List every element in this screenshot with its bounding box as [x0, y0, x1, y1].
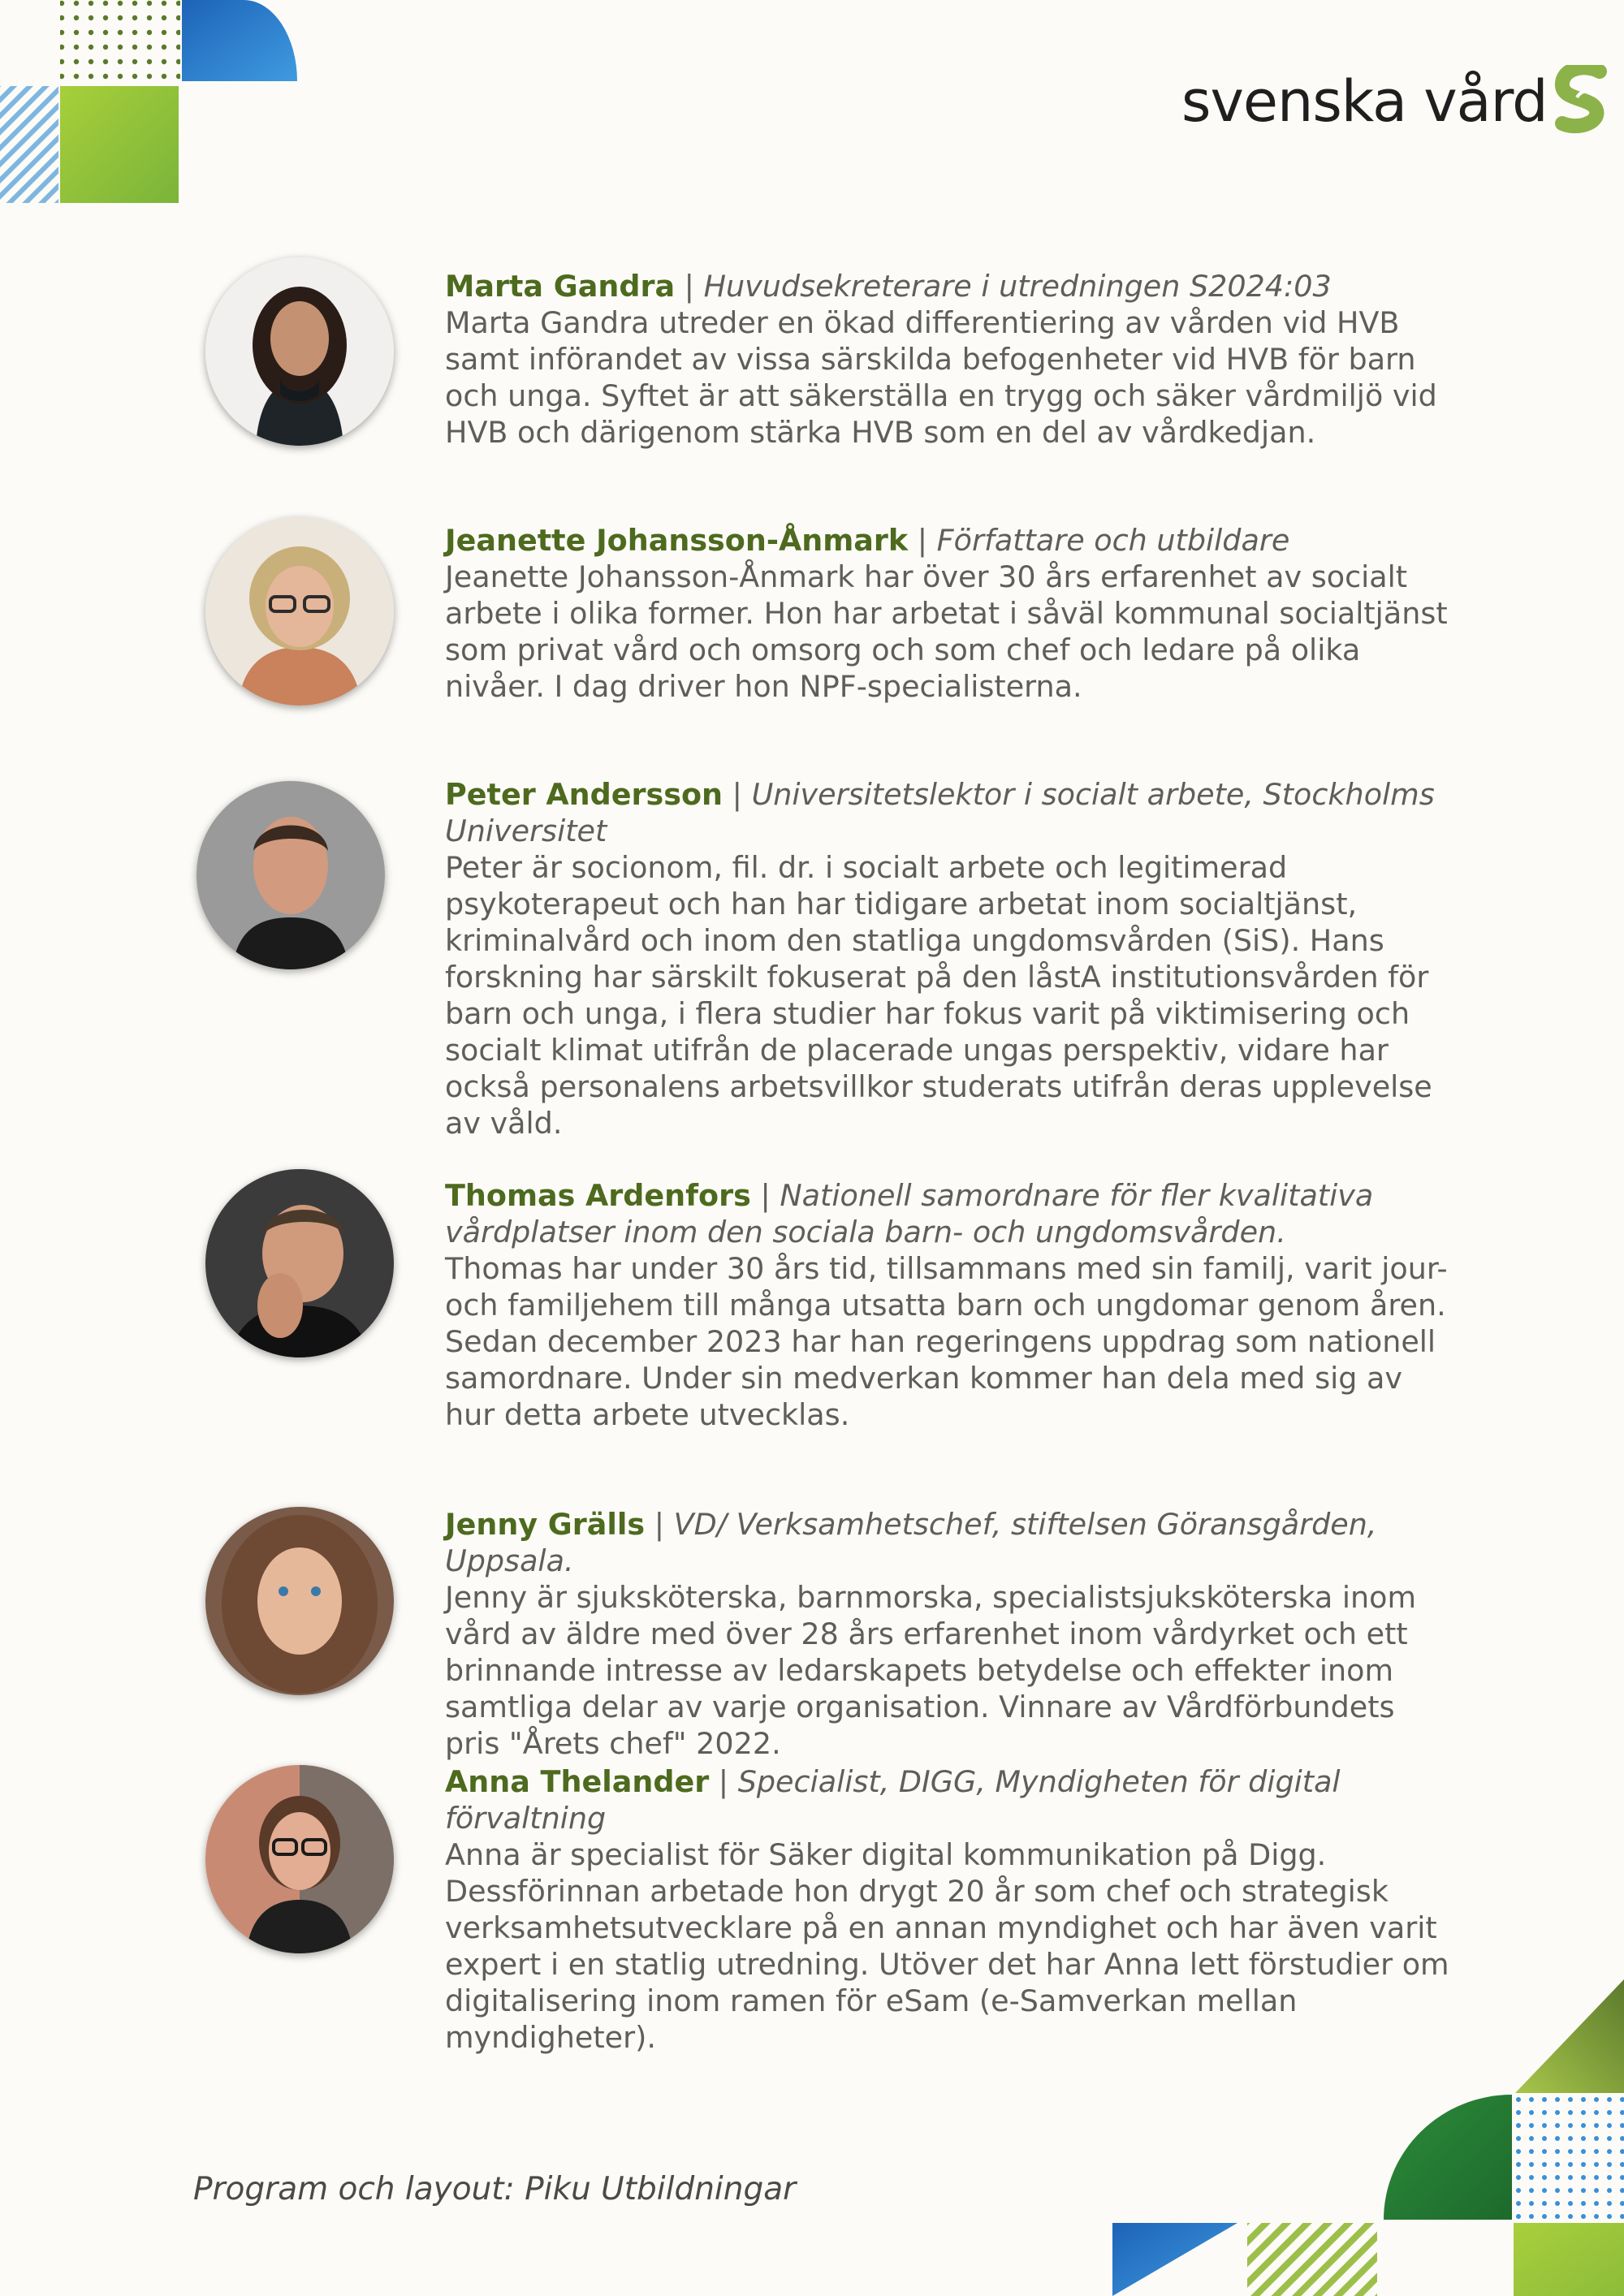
speaker-name: Peter Andersson: [445, 777, 723, 812]
speaker-name: Marta Gandra: [445, 269, 676, 304]
speaker-text-thomas-ardenfors: [445, 1177, 1452, 1433]
corner-decoration-bottom-right: [1112, 1979, 1624, 2296]
speaker-photo-peter-andersson: [197, 781, 385, 969]
speaker-bio: Jenny är sjuksköterska, barnmorska, specialistsjuksköterska inom vård av äldre med över 28 års erfarenhet inom vårdyrket och ett brinnande intresse av ledarskapets betydelse och effekter inom samtliga delar av varje organisation. Vinnare av Vårdförbundets pris "Årets chef" 2022.: [445, 1580, 1416, 1761]
speaker-role: Specialist, DIGG, Myndigheten för digital förvaltning: [445, 1764, 1341, 1836]
speaker-bio: Jeanette Johansson-Ånmark har över 30 års erfarenhet av socialt arbete i olika former. Hon har arbetat i såväl kommunal socialtjänst som privat vård och omsorg och som chef och ledare på olika nivåer. I dag driver hon NPF-specialisterna.: [445, 559, 1448, 704]
logo-s-icon: [1553, 65, 1609, 138]
brand-logo: [1181, 65, 1609, 138]
footer-credit: Program och layout: Piku Utbildningar: [193, 2171, 797, 2208]
speaker-photo-thomas-ardenfors: [205, 1169, 394, 1357]
logo-text: svenska vård: [1181, 68, 1548, 135]
speaker-separator: |: [908, 523, 928, 558]
speaker-photo-marta-gandra: [205, 257, 394, 446]
speaker-role: Huvudsekreterare i utredningen S2024:03: [703, 269, 1332, 304]
speaker-text-marta-gandra: [445, 268, 1452, 451]
speaker-bio: Anna är specialist för Säker digital kommunikation på Digg. Dessförinnan arbetade hon drygt 20 år som chef och strategisk verksamhetsutvecklare på en annan myndighet och har även varit expert i en statlig utredning. Utöver det har Anna lett förstudier om digitalisering inom ramen för eSam (e-Samverkan mellan myndigheter).: [445, 1837, 1449, 2055]
speaker-separator: |: [750, 1178, 771, 1213]
speaker-name: Anna Thelander: [445, 1764, 710, 1799]
speaker-name: Thomas Ardenfors: [445, 1178, 751, 1213]
speaker-role: Universitetslektor i socialt arbete, Stockholms Universitet: [445, 777, 1435, 848]
speaker-text-peter-andersson: [445, 776, 1452, 1142]
speaker-photo-jeanette-johansson-anmark: [205, 517, 394, 706]
speaker-text-jeanette-johansson-anmark: [445, 522, 1452, 705]
speaker-bio: Peter är socionom, fil. dr. i socialt arbete och legitimerad psykoterapeut och han har tidigare arbetat inom socialtjänst, kriminalvård och inom den statliga ungdomsvården (SiS). Hans forskning har särskilt fokuserat på den låstA institutionsvården för barn och unga, i flera studier har fokus varit på viktimisering och socialt klimat utifrån de placerade ungas perspektiv, vidare har också personalens arbetsvillkor studerats utifrån deras upplevelse av våld.: [445, 850, 1432, 1141]
speaker-separator: |: [645, 1507, 665, 1542]
speaker-name: Jeanette Johansson-Ånmark: [445, 523, 909, 558]
speaker-bio: Marta Gandra utreder en ökad differentiering av vården vid HVB samt införandet av vissa särskilda befogenheter vid HVB för barn och unga. Syftet är att säkerställa en trygg och säker vårdmiljö vid HVB och därigenom stärka HVB som en del av vårdkedjan.: [445, 305, 1437, 450]
speaker-text-jenny-gralls: [445, 1506, 1452, 1762]
speaker-name: Jenny Grälls: [445, 1507, 646, 1542]
speaker-separator: |: [709, 1764, 729, 1799]
speaker-separator: |: [723, 777, 742, 812]
speaker-bio: Thomas har under 30 års tid, tillsammans med sin familj, varit jour- och familjehem till många utsatta barn och ungdomar genom åren. Sedan december 2023 har han regeringens uppdrag som nationell samordnare. Under sin medverkan kommer han dela med sig av hur detta arbete utvecklas.: [445, 1251, 1448, 1432]
speaker-photo-jenny-gralls: [205, 1507, 394, 1695]
corner-decoration-top-left: [0, 0, 309, 211]
speaker-role: Författare och utbildare: [936, 523, 1290, 558]
speaker-separator: |: [675, 269, 694, 304]
speaker-role: Nationell samordnare för fler kvalitativa vårdplatser inom den sociala barn- och ungdomsvården.: [445, 1178, 1374, 1249]
speaker-photo-anna-thelander: [205, 1765, 394, 1953]
speaker-role: VD/ Verksamhetschef, stiftelsen Göransgården, Uppsala.: [445, 1507, 1377, 1578]
